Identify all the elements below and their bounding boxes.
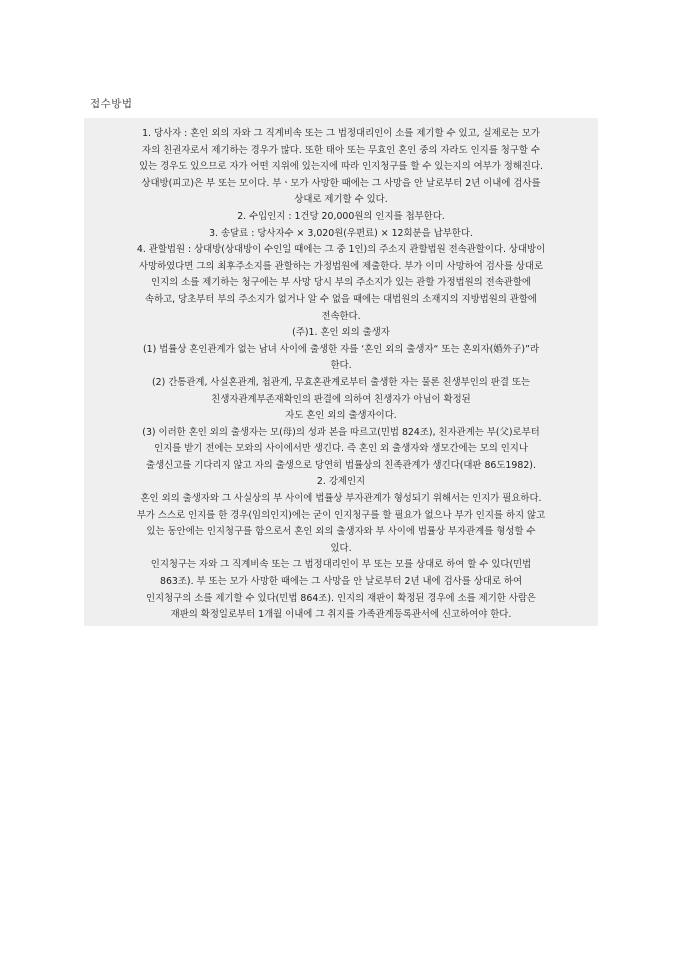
text-line: (1) 법률상 혼인관계가 없는 남녀 사이에 출생한 자를 ‘혼인 외의 출생자“ 또는 혼외자(婚外子)”라 — [142, 343, 540, 355]
text-line: 전속한다. — [321, 310, 361, 322]
text-line: 자의 친권자로서 제기하는 경우가 많다. 또한 태아 또는 무효인 혼인 중의 자라도 인지를 청구할 수 — [142, 144, 540, 156]
text-line: 혼인 외의 출생자와 그 사실상의 부 사이에 법률상 부자관계가 형성되기 위해서는 인지가 필요하다. — [140, 493, 542, 505]
text-line: 인지를 받기 전에는 모와의 사이에서만 생긴다. 즉 혼인 외 출생자와 생모간에는 모의 인지나 — [154, 443, 528, 455]
text-line: 상대방(피고)은 부 또는 모이다. 부ㆍ모가 사망한 때에는 그 사망을 안 날로부터 2년 이내에 검사를 — [141, 177, 541, 189]
text-line: 3. 송달료 : 당사자수 × 3,020원(우편료) × 12회분을 납부한다. — [209, 227, 473, 239]
text-line: 2. 수입인지 : 1건당 20,000원의 인지를 첩부한다. — [237, 210, 445, 222]
text-line: 있는 경우도 있으므로 자가 어떤 지위에 있는지에 따라 인지청구를 할 수 있는지의 여부가 정해진다. — [139, 161, 543, 173]
text-line: 있다. — [330, 542, 352, 554]
text-line: 사망하였다면 그의 최후주소지를 관할하는 가정법원에 제출한다. 부가 이미 사망하여 검사를 상대로 — [138, 260, 544, 272]
content-box — [84, 118, 598, 626]
text-line: (2) 간통관계, 사실혼관계, 첩관계, 무효혼관계로부터 출생한 자는 물론 친생부인의 판결 또는 — [151, 376, 531, 388]
page-title: 접수방법 — [90, 98, 133, 110]
text-line: 한다. — [330, 360, 352, 372]
text-line: 1. 당사자 : 혼인 외의 자와 그 직계비속 또는 그 법정대리인이 소를 제기할 수 있고, 실제로는 모가 — [142, 128, 540, 139]
text-line: 자도 혼인 외의 출생자이다. — [285, 410, 397, 422]
text-line: 4. 관할법원 : 상대방(상대방이 수인일 때에는 그 중 1인)의 주소지 관할법원 전속관할이다. 상대방이 — [136, 244, 546, 256]
text-line: 부가 스스로 인지를 한 경우(임의인지)에는 굳이 인지청구를 할 필요가 없으나 부가 인지를 하지 않고 — [136, 509, 546, 521]
text-line: 상대로 제기할 수 있다. — [294, 194, 388, 206]
text-line: 출생신고를 기다리지 않고 자의 출생으로 당연히 법률상의 친족관계가 생긴다(대판 86도1982). — [146, 459, 536, 471]
section-heading: (주)1. 혼인 외의 출생자 — [292, 327, 390, 339]
section-heading: 2. 강제인지 — [316, 476, 366, 488]
text-line: 재판의 확정일로부터 1개월 이내에 그 취지를 가족관계등록관서에 신고하여야 한다. — [170, 609, 512, 621]
text-line: 인지의 소를 제기하는 청구에는 부 사망 당시 부의 주소지가 있는 관할 가정법원의 전속관할에 — [151, 277, 531, 289]
text-line: 속하고, 당초부터 부의 주소지가 없거나 알 수 없을 때에는 대법원의 소재지의 지방법원의 관할에 — [145, 293, 537, 305]
text-line: 있는 동안에는 인지청구를 함으로서 혼인 외의 출생자와 부 사이에 법률상 부자관계를 형성할 수 — [146, 526, 536, 538]
text-line: (3) 이러한 혼인 외의 출생자는 모(母)의 성과 본을 따르고(민법 824조), 친자관계는 부(父)로부터 — [142, 426, 540, 438]
text-line: 인지청구는 자와 그 직계비속 또는 그 법정대리인이 부 또는 모를 상대로 하여 할 수 있다(민법 — [150, 559, 532, 571]
text-line: 863조). 부 또는 모가 사망한 때에는 그 사망을 안 날로부터 2년 내에 검사를 상대로 하여 — [159, 576, 523, 588]
text-line: 인지청구의 소를 제기할 수 있다(민법 864조). 인지의 재판이 확정된 경우에 소를 제기한 사람은 — [146, 592, 536, 604]
text-line: 친생자관계부존재확인의 판결에 의하여 친생자가 아님이 확정된 — [211, 393, 471, 405]
